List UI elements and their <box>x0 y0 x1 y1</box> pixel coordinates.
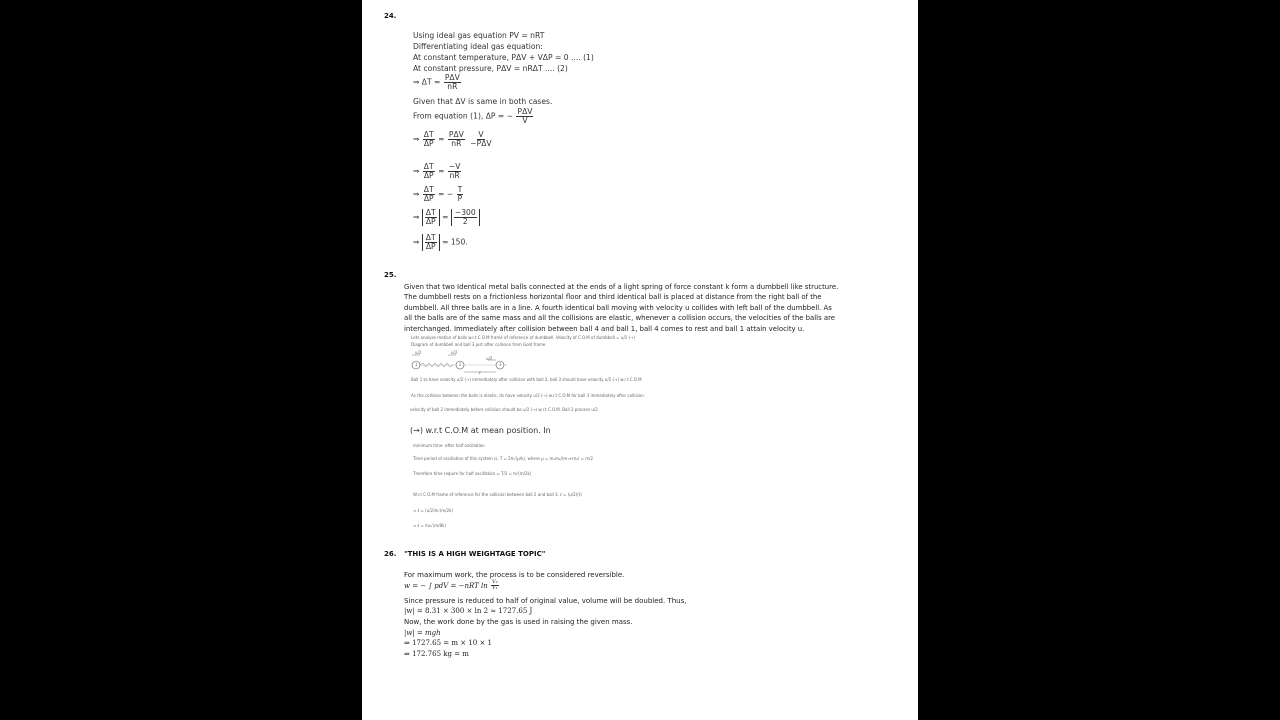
q24-line-9 <box>413 163 462 180</box>
q24-line-8 <box>413 131 494 148</box>
fraction: $\frac{\text{V₂}}{\text{V₁}}$ <box>492 579 498 592</box>
q24-line-2: Differentiating ideal gas equation: <box>413 42 543 51</box>
q25-solution-line-1: Lets analyse motion of balls w.r.t C.O.M frame of reference of dumbbell. Velocity of C.O.M of dumbbell = u/2 (→) <box>411 335 635 340</box>
q25-solution-line-8: Time period of oscillation of this system is, T = 2π√(μ/k), where μ = m₁m₂/(m₁+m₂) = m/2 <box>413 456 594 461</box>
fraction: $\frac{-300}{2}$ <box>454 208 476 226</box>
q24-line-6: Given that ΔV is same in both cases. <box>413 97 553 106</box>
q24-line-10 <box>413 186 464 203</box>
fraction: $\frac{\text{PΔV}}{V}$ <box>517 107 533 125</box>
question-25-number: 25. <box>384 271 397 279</box>
fraction: $\frac{\Delta T}{\Delta P}$ <box>423 162 434 180</box>
fraction: $\frac{\Delta T}{\Delta P}$ <box>425 233 436 251</box>
q26-line-3: Since pressure is reduced to half of original value, volume will be doubled. Thus, <box>404 597 687 605</box>
q25-solution-line-9: Therefore time require for half oscillation = T/2 = π√(m/2k) <box>413 471 532 476</box>
q25-solution-line-6: (→) w.r.t C.O.M at mean position. In <box>410 426 551 435</box>
absolute-value <box>422 234 440 251</box>
fraction: $\frac{\Delta T}{\Delta P}$ <box>423 130 434 148</box>
q26-line-2 <box>404 580 500 592</box>
q25-solution-line-7: minimum time- after half oscillation <box>413 443 485 448</box>
equals: = − <box>438 189 454 199</box>
q24-line-7 <box>413 108 534 125</box>
absolute-value <box>451 209 480 226</box>
q24-l7-lhs: From equation (1), ΔP = − <box>413 111 514 121</box>
implies: ⇒ <box>413 237 420 247</box>
q26-line-7: ⇒ 1727.65 = m × 10 × 1 <box>404 639 492 647</box>
distance-label: ℓ <box>479 370 481 375</box>
q26-line-4: |w| = 8.31 × 300 × ln 2 ≈ 1727.65 J <box>404 607 533 615</box>
equals: = <box>438 166 445 176</box>
implies: ⇒ <box>413 166 420 176</box>
ball-3-label: 3 <box>499 362 502 367</box>
q25-solution-line-4: As the collision between the balls is elastic, its have velocity u/2 (→) w.r.t C.O.M for ball 3 immediately after collision. <box>411 393 645 398</box>
q25-problem-statement: Given that two Identical metal balls connected at the ends of a light spring of force constant k form a dumbbell like structure. The dumbbell rests on a frictionless horizontal floor and third identical ball is placed at distance from the right ball of the dumbbell. All three balls are in a line. A fourth identical ball moving with velocity u collides with left ball of the dumbbell. As all the balls are of the same mass and all the collisions are elastic, whenever a collision occurs, the velocities of the balls are interchanged. Immediately after collision between ball 4 and ball 1, ball 4 comes to rest and ball 1 attain velocity u. <box>404 283 839 333</box>
q24-l5-lhs: ⇒ ΔT = <box>413 77 441 87</box>
q26-line-1: For maximum work, the process is to be considered reversible. <box>404 571 625 579</box>
q24-line-5 <box>413 74 462 91</box>
q26-line-6: |w| = mgh <box>404 629 441 637</box>
question-24-number: 24. <box>384 12 397 20</box>
q24-line-11 <box>413 209 480 226</box>
implies: ⇒ <box>413 189 420 199</box>
velocity-label-3: u/2 <box>486 356 493 361</box>
equals: = <box>438 134 445 144</box>
ball-2-label: 2 <box>459 362 462 367</box>
ball-1-label: 1 <box>415 362 418 367</box>
equals: = 150. <box>442 237 468 247</box>
q25-solution-line-12: ⇒ ℓ = πu√(m/8k) <box>413 523 446 528</box>
implies: ⇒ <box>413 212 420 222</box>
q26-line-5: Now, the work done by the gas is used in raising the given mass. <box>404 618 633 626</box>
absolute-value <box>422 209 440 226</box>
q24-line-4: At constant pressure, PΔV = nRΔT .... (2) <box>413 64 568 73</box>
q24-line-1: Using ideal gas equation PV = nRT <box>413 31 545 40</box>
fraction: $\frac{T}{P}$ <box>457 185 463 203</box>
question-26-number: 26. <box>384 550 397 558</box>
q25-solution-line-3: Ball 1 to have velocity u/2 (→) immediately after collision with ball 2, ball 3 should have velocity u/2 (→) w.r.t C.O.M <box>411 377 642 382</box>
velocity-label-2: u/2 <box>451 350 458 355</box>
document-page <box>362 0 918 720</box>
q26-heading: "THIS IS A HIGH WEIGHTAGE TOPIC" <box>404 550 546 558</box>
fraction: $\frac{\Delta T}{\Delta P}$ <box>423 185 434 203</box>
q26-line-8: ⇒ 172.765 kg = m <box>404 650 469 658</box>
q24-line-12 <box>413 234 468 251</box>
fraction: $\frac{\text{PΔV}}{nR}$ <box>448 130 464 148</box>
q25-solution-line-11: ⇒ ℓ = (u/2)π√(m/2k) <box>413 508 453 513</box>
fraction: $\frac{V}{\text{−PΔV}}$ <box>470 130 492 148</box>
fraction: $\frac{\text{PΔV}}{nR}$ <box>444 73 460 91</box>
equals: = <box>442 212 449 222</box>
q25-solution-line-10: W.r.t C.O.M frame of reference for the collision between ball 2 and ball 3, ℓ = (u/2)(t) <box>413 492 582 497</box>
q25-solution-line-2: Diagram of dumbbell and ball 3 just after collision from Gold frame <box>411 342 546 347</box>
fraction: $\frac{\Delta T}{\Delta P}$ <box>425 208 436 226</box>
velocity-label-1: u/2 <box>415 350 422 355</box>
work-integral: w = − ∫ pdV = −nRT ln <box>404 581 488 590</box>
q25-solution-line-5: velocity of ball 2 immediately before collision should be u/2 (→) w.r.t C.O.M. Ball 2 process u/2 <box>410 407 598 412</box>
fraction: $\frac{-V}{nR}$ <box>448 162 461 180</box>
implies: ⇒ <box>413 134 420 144</box>
q24-line-3: At constant temperature, PΔV + VΔP = 0 .... (1) <box>413 53 594 62</box>
